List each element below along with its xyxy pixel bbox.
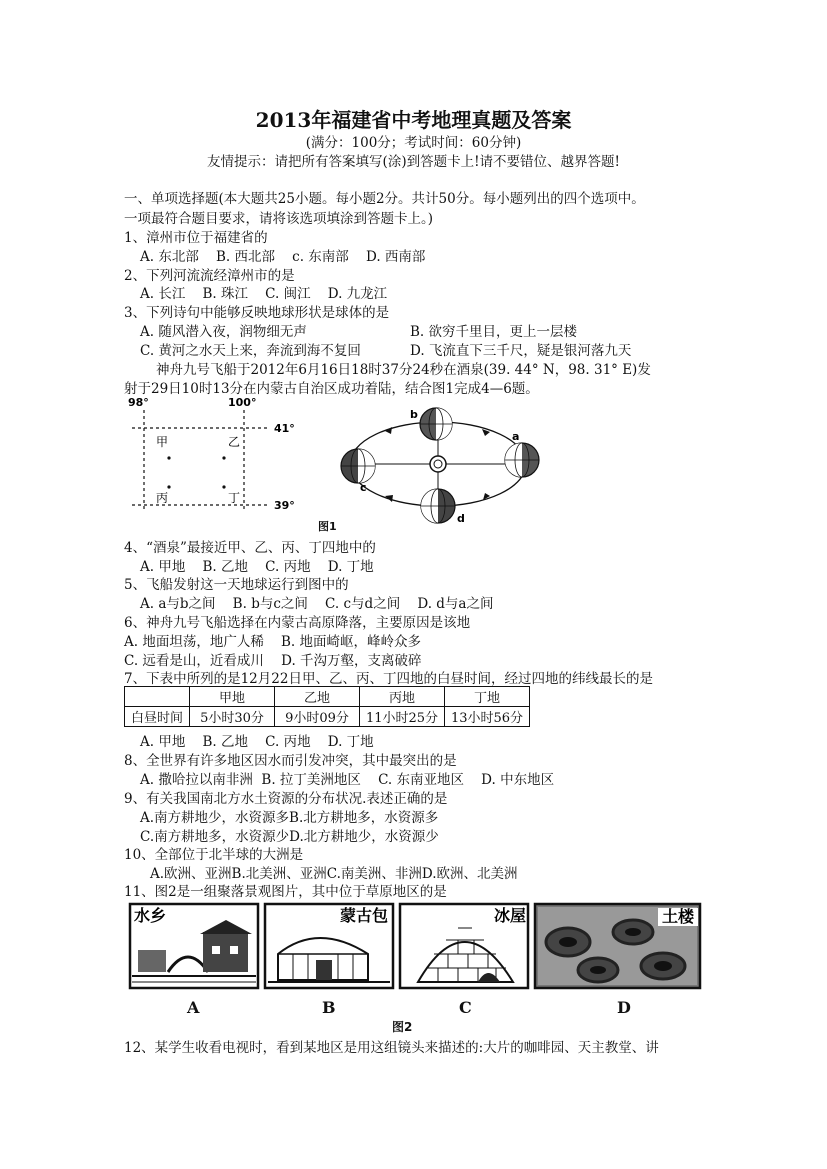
q4-stem: 4、“酒泉”最接近甲、乙、丙、丁四地中的 xyxy=(124,540,376,556)
point-jia xyxy=(167,456,170,459)
point-bing-label: 丙 xyxy=(156,491,169,505)
sun-icon xyxy=(430,456,446,472)
point-yi xyxy=(222,456,225,459)
q3-option-a: A. 随风潜入夜，润物细无声 xyxy=(140,324,307,340)
q9-options-row2: C.南方耕地多，水资源少D.北方耕地少，水资源少 xyxy=(140,829,439,845)
q6-options-row1: A. 地面坦荡，地广人稀 B. 地面崎岖，峰岭众多 xyxy=(124,634,421,650)
q9-options-row1: A.南方耕地少，水资源多B.北方耕地多，水资源多 xyxy=(140,810,439,826)
lon-label-right: 100° xyxy=(228,396,257,409)
table-header-row xyxy=(125,687,530,707)
option-letter-d: D xyxy=(617,998,631,1017)
tulou-image xyxy=(535,904,700,988)
option-letter-c: C xyxy=(459,998,472,1017)
q11-stem: 11、图2是一组聚落景观图片，其中位于草原地区的是 xyxy=(124,884,447,900)
q2-stem: 2、下列河流流经漳州市的是 xyxy=(124,268,295,284)
figure1-caption: 图1 xyxy=(318,520,337,533)
lat-label-top: 41° xyxy=(274,422,295,435)
q7-stem: 7、下表中所列的是12月22日甲、乙、丙、丁四地的白昼时间，经过四地的纬线最长的是 xyxy=(124,671,653,687)
earth-globe-icon xyxy=(505,443,539,477)
table-header-cell xyxy=(125,687,190,707)
figure2-caption: 图2 xyxy=(392,1020,413,1034)
earth-globe-icon xyxy=(420,408,452,440)
score-info: (满分：100分；考试时间：60分钟) xyxy=(305,135,522,151)
table-header-cell: 甲地 xyxy=(190,687,275,707)
water-town-image xyxy=(130,904,258,988)
q1-stem: 1、漳州市位于福建省的 xyxy=(124,230,268,246)
table-cell: 13小时56分 xyxy=(445,707,530,727)
q8-stem: 8、全世界有许多地区因水而引发冲突，其中最突出的是 xyxy=(124,753,457,769)
image-label-tulou: 土楼 xyxy=(662,907,695,926)
passage-line2: 射于29日10时13分在内蒙古自治区成功着陆，结合图1完成4—6题。 xyxy=(124,381,539,397)
q5-options: A. a与b之间 B. b与c之间 C. c与d之间 D. d与a之间 xyxy=(140,596,494,612)
lon-label-left: 98° xyxy=(128,396,149,409)
q2-options: A. 长江 B. 珠江 C. 闽江 D. 九龙江 xyxy=(140,286,388,302)
table-header-cell: 乙地 xyxy=(275,687,360,707)
passage-line1: 神舟九号飞船于2012年6月16日18时37分24秒在酒泉(39. 44° N，98. 31° E)发 xyxy=(156,362,651,378)
settlement-images-figure xyxy=(128,902,703,992)
daylight-table xyxy=(124,686,530,727)
q8-options: A. 撒哈拉以南非洲 B. 拉丁美洲地区 C. 东南亚地区 D. 中东地区 xyxy=(140,772,555,788)
q10-options: A.欧洲、亚洲B.北美洲、亚洲C.南美洲、非洲D.欧洲、北美洲 xyxy=(150,866,518,882)
table-header-cell: 丁地 xyxy=(445,687,530,707)
q6-stem: 6、神舟九号飞船选择在内蒙古高原降落，主要原因是该地 xyxy=(124,615,471,631)
q12-stem: 12、某学生收看电视时，看到某地区是用这组镜头来描述的:大片的咖啡园、天主教堂、讲 xyxy=(124,1040,659,1056)
q3-option-d: D. 飞流直下三千尺，疑是银河落九天 xyxy=(410,343,632,359)
q3-option-c: C. 黄河之水天上来，奔流到海不复回 xyxy=(140,343,361,359)
earth-revolution-figure xyxy=(330,396,560,534)
table-header-cell: 丙地 xyxy=(360,687,445,707)
position-b-label: b xyxy=(410,408,418,421)
section-intro-line1: 一、单项选择题(本大题共25小题。每小题2分。共计50分。每小题列出的四个选项中。 xyxy=(124,191,645,207)
q4-options: A. 甲地 B. 乙地 C. 丙地 D. 丁地 xyxy=(140,559,374,575)
q9-stem: 9、有关我国南北方水土资源的分布状况.表述正确的是 xyxy=(124,791,448,807)
option-letter-b: B xyxy=(322,998,336,1017)
yurt-image xyxy=(265,904,393,988)
table-cell: 11小时25分 xyxy=(360,707,445,727)
q3-option-b: B. 欲穷千里目，更上一层楼 xyxy=(410,324,578,340)
igloo-image xyxy=(400,904,528,988)
q6-options-row2: C. 远看是山，近看成川 D. 千沟万壑，支离破碎 xyxy=(124,653,422,669)
point-ding-label: 丁 xyxy=(228,491,241,505)
point-ding xyxy=(222,485,225,488)
earth-globe-icon xyxy=(421,489,455,523)
lat-label-bottom: 39° xyxy=(274,499,295,512)
option-letter-a: A xyxy=(187,998,200,1017)
q5-stem: 5、飞船发射这一天地球运行到图中的 xyxy=(124,577,349,593)
image-label-water-town: 水乡 xyxy=(134,906,167,925)
point-yi-label: 乙 xyxy=(228,435,241,449)
table-row-label: 白昼时间 xyxy=(125,707,190,727)
section-intro-line2: 一项最符合题目要求，请将该选项填涂到答题卡上。) xyxy=(124,211,434,227)
position-a-label: a xyxy=(512,430,520,443)
table-row xyxy=(125,707,530,727)
earth-globe-icon xyxy=(341,449,375,483)
tip-text: 友情提示：请把所有答案填写(涂)到答题卡上!请不要错位、越界答题! xyxy=(207,154,620,170)
q10-stem: 10、全部位于北半球的大洲是 xyxy=(124,847,304,863)
point-jia-label: 甲 xyxy=(156,435,169,449)
q1-options: A. 东北部 B. 西北部 c. 东南部 D. 西南部 xyxy=(140,249,426,265)
table-cell: 5小时30分 xyxy=(190,707,275,727)
q7-options: A. 甲地 B. 乙地 C. 丙地 D. 丁地 xyxy=(140,734,374,750)
point-bing xyxy=(167,485,170,488)
table-cell: 9小时09分 xyxy=(275,707,360,727)
q3-stem: 3、下列诗句中能够反映地球形状是球体的是 xyxy=(124,305,390,321)
image-label-igloo: 冰屋 xyxy=(494,906,527,925)
position-c-label: c xyxy=(360,481,367,494)
position-d-label: d xyxy=(457,512,465,525)
latlon-grid-figure xyxy=(124,394,314,529)
orbit-arrow-icon xyxy=(385,427,392,434)
page-title: 2013年福建省中考地理真题及答案 xyxy=(255,108,572,132)
image-label-yurt: 蒙古包 xyxy=(340,906,389,925)
